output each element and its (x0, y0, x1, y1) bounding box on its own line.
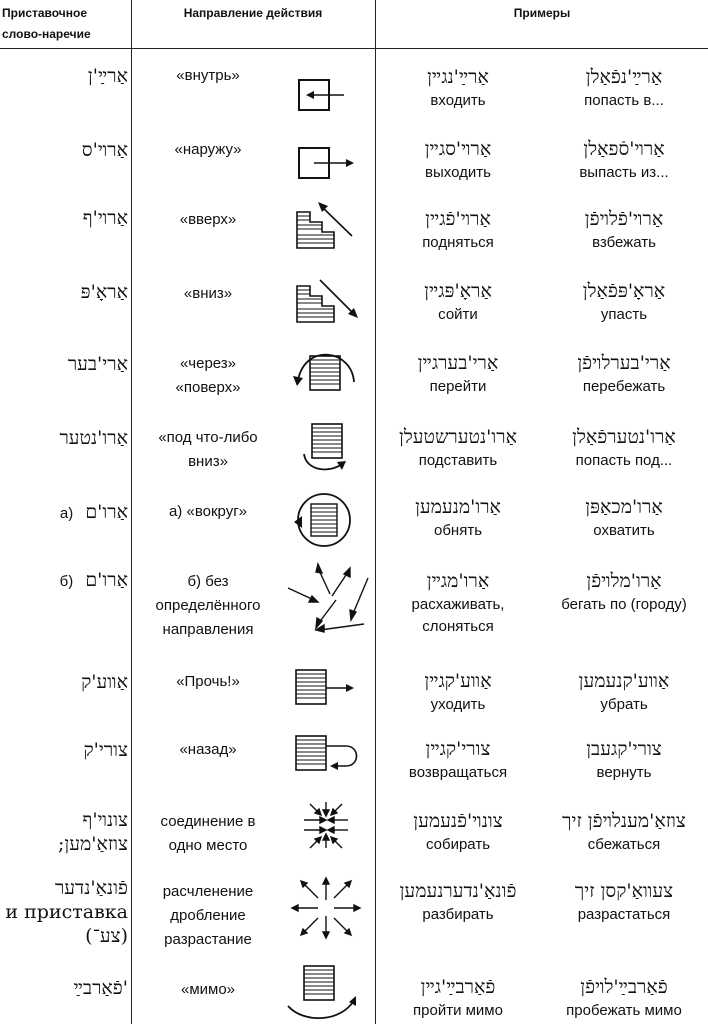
direction-text: расчленение дробление разрастание (162, 883, 254, 948)
example-2-russian: убрать (600, 696, 648, 713)
direction-text: «под что-либо вниз» (158, 429, 258, 470)
example-2-yiddish: פֿאַרבײַ'לױפֿן (580, 976, 668, 998)
diverging-arrows-icon (284, 876, 372, 940)
example-1-russian: выходить (425, 164, 491, 181)
example-1-yiddish: פֿונאַ'נדערנעמען (399, 880, 517, 902)
prefix-text: אַרײַ'ן (87, 65, 128, 87)
arrow-under-box-icon (284, 418, 372, 482)
example-2 (540, 206, 708, 254)
example-1-yiddish: צורי'קגײן (425, 738, 491, 760)
example-1 (374, 64, 542, 112)
example-2-russian: вернуть (596, 764, 652, 781)
example-1 (374, 736, 542, 784)
example-1 (374, 878, 542, 926)
direction-text: «вниз» (183, 285, 233, 302)
example-1-russian: подставить (418, 452, 498, 469)
example-1-yiddish: אַרו'מנעמען (415, 496, 501, 518)
prefix-text: צונױ'ף ;צוזאַ'מען (57, 809, 128, 855)
example-1-yiddish: אַראָ'פּגײן (424, 280, 492, 302)
example-1-russian: уходить (430, 696, 486, 713)
example-2-yiddish: צעװאַ'קסן זיך (574, 880, 674, 902)
example-2-yiddish: אַרו'מלױפֿן (586, 570, 662, 592)
example-2 (540, 278, 708, 326)
column-divider (131, 0, 132, 1024)
prefix-text: אַרױ'ף (82, 207, 128, 229)
prefix-text: אַראָ'פּ (80, 281, 128, 303)
example-1-russian: пройти мимо (413, 1002, 503, 1019)
example-2-russian: упасть (600, 306, 648, 323)
header-examples: Примеры (513, 6, 571, 20)
example-1 (374, 974, 542, 1022)
arrow-away-from-box-icon (284, 658, 372, 722)
example-1-russian: сойти (438, 306, 478, 323)
prefix-text: אַװע'ק (81, 671, 128, 693)
direction-text: а) «вокруг» (168, 503, 248, 520)
example-2-yiddish: אַרי'בערלױפֿן (577, 352, 671, 374)
example-1-yiddish: פֿאַרבײַ'גײן (420, 976, 496, 998)
example-2-russian: взбежать (592, 234, 656, 251)
stairs-up-arrow-icon (284, 198, 372, 262)
example-2 (540, 568, 708, 616)
prefix-text: אַרי'בער (67, 353, 128, 375)
example-1 (374, 424, 542, 472)
example-2 (540, 974, 708, 1022)
return-arrow-icon (284, 726, 372, 790)
example-2-russian: попасть в... (584, 92, 664, 109)
prefix-text: פֿאַרבײַ' (73, 977, 128, 999)
example-1-yiddish: אַרו'מגײן (426, 570, 490, 592)
example-1-yiddish: אַרױ'פֿגײן (425, 208, 491, 230)
example-1 (374, 808, 542, 856)
arc-over-box-icon (284, 340, 372, 404)
example-2 (540, 424, 708, 472)
example-1-russian: подняться (422, 234, 494, 251)
header-prefix: Приставочное слово-наречие (2, 6, 91, 41)
example-1-yiddish: אַװע'קגײן (424, 670, 492, 692)
example-1-russian: обнять (433, 522, 483, 539)
example-1-yiddish: אַרײַ'נגײן (427, 66, 489, 88)
example-1 (374, 278, 542, 326)
scattered-arrows-icon (284, 566, 372, 630)
example-1-russian: входить (430, 92, 486, 109)
arrow-into-box-icon (284, 66, 372, 130)
arc-past-box-icon (284, 962, 372, 1026)
example-1-yiddish: צונױ'פֿנעמען (413, 810, 503, 832)
direction-text: «Прочь!» (176, 673, 240, 690)
example-1 (374, 494, 542, 542)
example-1-yiddish: אַרױ'סגײן (424, 138, 492, 160)
example-1 (374, 568, 542, 638)
example-1 (374, 668, 542, 716)
prefix-text: פֿונאַ'נדער и приставка (צע־) (5, 877, 128, 947)
example-2-yiddish: אַרו'מכאַפּן (585, 496, 663, 518)
example-1-russian: возвращаться (408, 764, 508, 781)
example-2-yiddish: אַװע'קנעמען (578, 670, 670, 692)
example-1 (374, 350, 542, 398)
example-2-russian: охватить (593, 522, 655, 539)
prefix-text: אַרױ'ס (81, 139, 128, 161)
example-1 (374, 206, 542, 254)
example-2 (540, 494, 708, 542)
example-2-yiddish: אַראָ'פּפֿאַלן (582, 280, 666, 302)
direction-text: «назад» (179, 741, 237, 758)
direction-text: «наружу» (174, 141, 242, 158)
example-2-yiddish: צורי'קגעבן (586, 738, 662, 760)
example-2-yiddish: אַרײַ'נפֿאַלן (585, 66, 663, 88)
direction-text: «мимо» (180, 981, 236, 998)
example-2-russian: бегать по (городу) (561, 596, 687, 613)
direction-text: «вверх» (179, 211, 237, 228)
example-1-russian: перейти (429, 378, 487, 395)
example-1-yiddish: אַרי'בערגײן (417, 352, 499, 374)
prefix-text: б) אַרו'ם (59, 569, 128, 591)
circle-around-box-icon (284, 486, 372, 550)
converging-arrows-icon (284, 798, 372, 862)
example-2 (540, 808, 708, 856)
example-2-russian: разрастаться (577, 906, 671, 923)
example-2 (540, 668, 708, 716)
direction-text: «через» «поверх» (175, 355, 241, 396)
direction-text: соединение в одно место (160, 813, 256, 854)
example-2-russian: попасть под... (575, 452, 673, 469)
prefix-text: אַרו'נטער (59, 427, 128, 449)
example-2 (540, 878, 708, 926)
arrow-out-of-box-icon (284, 134, 372, 198)
example-1 (374, 136, 542, 184)
example-2-yiddish: אַרױ'פֿלױפֿן (584, 208, 664, 230)
example-2 (540, 350, 708, 398)
example-2-russian: пробежать мимо (566, 1002, 682, 1019)
header-divider (0, 48, 708, 49)
example-2-yiddish: אַרו'נטערפֿאַלן (572, 426, 676, 448)
stairs-down-arrow-icon (284, 272, 372, 336)
example-2-russian: выпасть из... (579, 164, 669, 181)
example-2 (540, 736, 708, 784)
example-1-russian: собирать (425, 836, 491, 853)
example-2-russian: сбежаться (587, 836, 661, 853)
direction-text: б) без определённого направления (155, 573, 261, 638)
direction-text: «внутрь» (176, 67, 240, 84)
example-2-yiddish: אַרױ'סֿפאַלן (583, 138, 665, 160)
example-2-russian: перебежать (582, 378, 666, 395)
example-1-russian: разбирать (422, 906, 494, 923)
example-2-yiddish: צוזאַ'מענלױפֿן זיך (562, 810, 686, 832)
example-1-russian: расхаживать, слоняться (411, 596, 505, 635)
example-2 (540, 136, 708, 184)
prefix-text: а) אַרו'ם (59, 501, 128, 523)
header-direction: Направление действия (183, 6, 323, 20)
example-1-yiddish: אַרו'נטערשטעלן (399, 426, 517, 448)
prefix-text: צורי'ק (83, 739, 128, 761)
example-2 (540, 64, 708, 112)
